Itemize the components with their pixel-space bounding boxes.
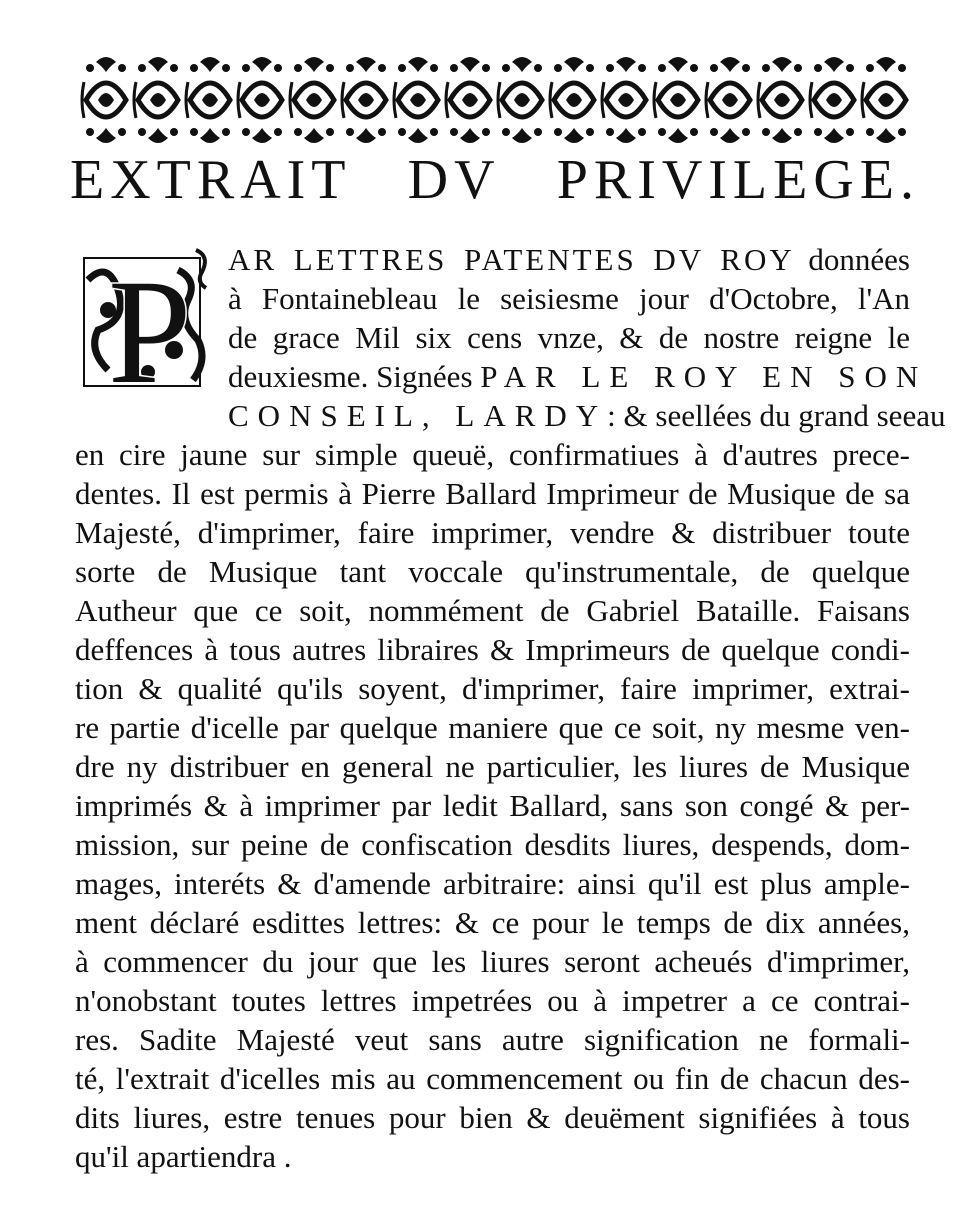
text-line-23: dits liures, estre tenues pour bien & deuëment signifiées à tous: [75, 1100, 910, 1135]
text-line-6: en cire jaune sur simple queuë, confirmatiues à d'autres prece-: [75, 437, 910, 472]
text-line-5: CONSEIL, LARDY: & seellées du grand seeau: [228, 398, 946, 433]
text-line-21: res. Sadite Majesté veut sans autre signification ne formali-: [75, 1022, 910, 1057]
text-line-12: tion & qualité qu'ils soyent, d'imprimer, faire imprimer, extrai-: [75, 671, 910, 706]
text-line-11: deffences à tous autres libraires & Imprimeurs de quelque condi-: [75, 632, 910, 667]
text-line-15: imprimés & à imprimer par ledit Ballard, sans son congé & per-: [75, 788, 910, 823]
text-line-3: de grace Mil six cens vnze, & de nostre reigne le: [228, 320, 910, 355]
text-line-17: mages, interéts & d'amende arbitraire: ainsi qu'il est plus ample-: [75, 866, 910, 901]
text-line-4: deuxiesme. Signées PAR LE ROY EN SON: [228, 359, 928, 394]
decorated-initial-icon: [78, 240, 218, 400]
text-line-1: AR LETTRES PATENTES DV ROY données: [228, 242, 910, 277]
text-line-7: dentes. Il est permis à Pierre Ballard Imprimeur de Musique de sa: [75, 476, 910, 511]
document-title: EXTRAIT DV PRIVILEGE.: [70, 149, 920, 211]
text-line-20: n'onobstant toutes lettres impetrées ou à impetrer a ce contrai-: [75, 983, 910, 1018]
text-line-8: Majesté, d'imprimer, faire imprimer, vendre & distribuer toute: [75, 515, 910, 550]
text-line-24: qu'il apartiendra .: [75, 1139, 292, 1174]
floral-ornament-icon: [78, 52, 916, 148]
initial-letter: P: [108, 249, 192, 400]
text-line-22: té, l'extrait d'icelles mis au commencement ou fin de chacun des-: [75, 1061, 910, 1096]
text-line-16: mission, sur peine de confiscation desdits liures, despends, dom-: [75, 827, 910, 862]
text-line-2: à Fontainebleau le seisiesme jour d'Octobre, l'An: [228, 281, 910, 316]
text-line-18: ment déclaré esdittes lettres: & ce pour le temps de dix années,: [75, 905, 910, 940]
text-line-13: re partie d'icelle par quelque maniere que ce soit, ny mesme ven-: [75, 710, 910, 745]
text-line-10: Autheur que ce soit, nommément de Gabriel Bataille. Faisans: [75, 593, 910, 628]
text-line-19: à commencer du jour que les liures seront acheués d'imprimer,: [75, 944, 910, 979]
text-line-14: dre ny distribuer en general ne particulier, les liures de Musique: [75, 749, 910, 784]
text-line-9: sorte de Musique tant voccale qu'instrumentale, de quelque: [75, 554, 910, 589]
